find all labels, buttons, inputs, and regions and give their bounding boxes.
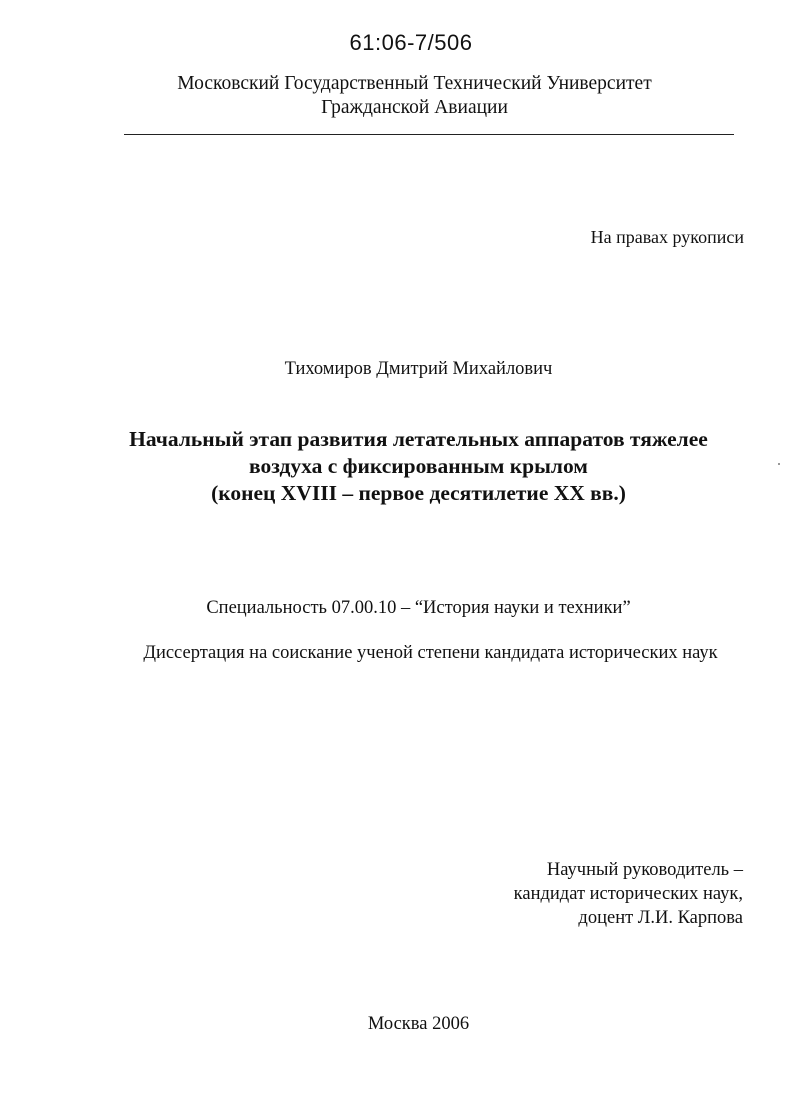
supervisor-line-3: доцент Л.И. Карпова: [578, 908, 743, 928]
university-line-2: Гражданской Авиации: [321, 97, 508, 118]
university-line-1: Московский Государственный Технический Университет: [177, 73, 652, 94]
author-name: Тихомиров Дмитрий Михайлович: [284, 359, 553, 379]
title-line-3: (конец XVIII – первое десятилетие XX вв.): [211, 481, 626, 505]
rights-note: На правах рукописи: [590, 227, 744, 247]
supervisor-line-1: Научный руководитель –: [546, 860, 743, 880]
supervisor-line-2: кандидат исторических наук,: [513, 884, 743, 904]
specialty-line: Специальность 07.00.10 – “История науки и техники”: [206, 598, 631, 618]
supervisor-block: [514, 858, 743, 930]
title-line-2: воздуха с фиксированным крылом: [249, 454, 588, 478]
dissertation-title: [22, 426, 793, 507]
title-line-1: Начальный этап развития летательных аппаратов тяжелее: [129, 427, 708, 451]
scan-speck: [778, 463, 780, 465]
header-divider: [124, 134, 734, 135]
city-year: Москва 2006: [367, 1014, 470, 1034]
degree-line: Диссертация на соискание ученой степени кандидата исторических наук: [143, 643, 718, 663]
catalog-number: 61:06-7/506: [349, 30, 473, 55]
university-name: [18, 72, 793, 120]
